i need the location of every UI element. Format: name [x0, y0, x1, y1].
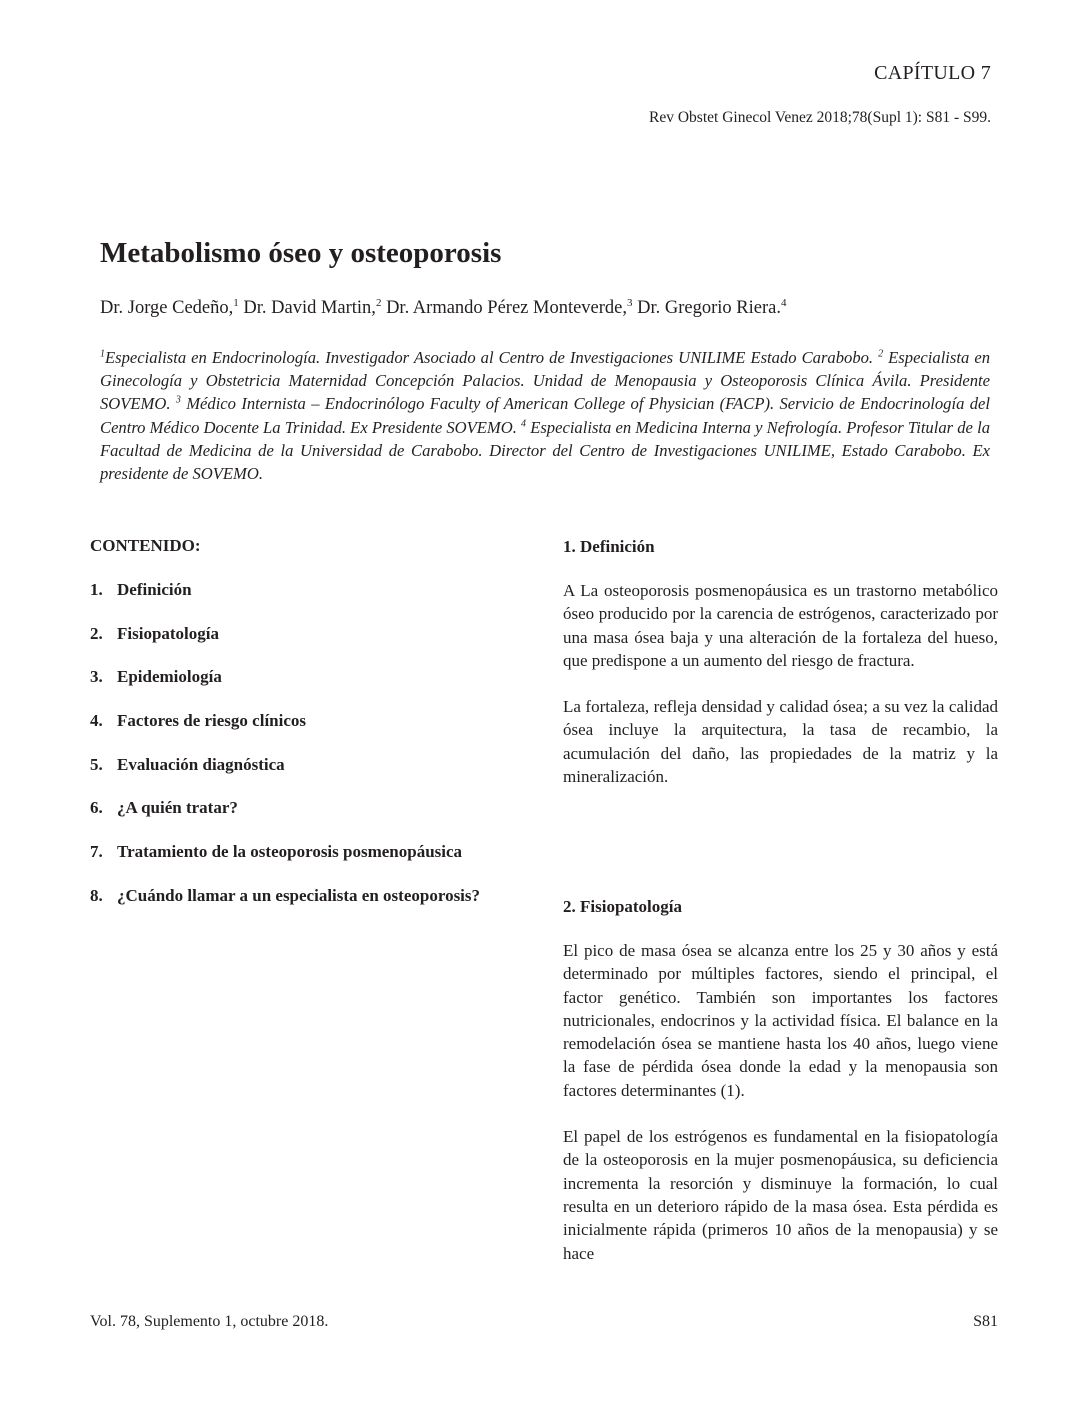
contents-item [90, 755, 550, 799]
contents-item-label: ¿A quién tratar? [117, 798, 238, 818]
contents-item-label: Tratamiento de la osteoporosis posmenopáusica [117, 842, 463, 862]
contents-item [90, 667, 550, 711]
contents-item [90, 798, 550, 842]
author-affiliation-mark: 2 [375, 296, 382, 309]
chapter-label: CAPÍTULO 7 [874, 62, 991, 84]
affiliations [100, 346, 990, 485]
author-name: Dr. Jorge Cedeño, [100, 298, 234, 318]
author-affiliation-mark: 4 [781, 296, 787, 309]
contents-item-label: Epidemiología [117, 667, 222, 687]
section-heading: 2. Fisiopatología [563, 897, 683, 916]
contents-list [90, 580, 550, 930]
contents-item-number: 4. [90, 711, 103, 731]
journal-citation: Rev Obstet Ginecol Venez 2018;78(Supl 1): S81 - S99. [649, 109, 991, 126]
author-affiliation-mark: 1 [233, 296, 239, 309]
author-list [100, 298, 787, 319]
contents-item-label: ¿Cuándo llamar a un especialista en osteoporosis? [117, 885, 481, 905]
author-name: Dr. Armando Pérez Monteverde, [381, 298, 628, 318]
contents-item [90, 580, 550, 624]
contents-item-number: 2. [90, 623, 103, 643]
contents-item [90, 886, 550, 930]
affiliation-mark: 3 [175, 394, 181, 406]
section-paragraph: A La osteoporosis posmenopáusica es un trastorno metabólico óseo producido por la carencia de estrógenos, caracterizado por una masa ósea baja y una alteración de la fortaleza del hueso, que predispone a un aumento del riesgo de fractura. [563, 581, 998, 670]
section-definicion [563, 537, 998, 788]
contents-heading: CONTENIDO: [90, 536, 201, 555]
author-affiliation-mark: 3 [627, 296, 633, 309]
section-paragraph: La fortaleza, refleja densidad y calidad ósea; a su vez la calidad ósea incluye la arquitectura, la tasa de recambio, la acumulación del daño, las propiedades de la matriz y la mineralización. [563, 697, 998, 787]
contents-item-label: Evaluación diagnóstica [117, 754, 285, 774]
contents-item-number: 1. [90, 580, 103, 599]
article-title: Metabolismo óseo y osteoporosis [100, 237, 502, 269]
contents-item-number: 5. [90, 754, 103, 774]
footer-volume: Vol. 78, Suplemento 1, octubre 2018. [90, 1313, 329, 1330]
contents-item-number: 8. [90, 885, 103, 905]
affiliation-mark: 4 [521, 418, 527, 430]
section-heading: 1. Definición [563, 537, 655, 556]
affiliation-text: Especialista en Ginecología y Obstetricia Maternidad Concepción Palacios. Unidad de Menopausia y Osteoporosis Clínica Ávila. Presidente SOVEMO. [100, 348, 990, 414]
affiliation-mark: 1 [100, 348, 105, 360]
affiliation-text: Especialista en Endocrinología. Investigador Asociado al Centro de Investigaciones UNILIME Estado Carabobo. [105, 348, 879, 367]
author-name: Dr. David Martin, [238, 298, 376, 318]
contents-item [90, 624, 550, 668]
contents-item-label: Fisiopatología [117, 623, 220, 643]
affiliation-text: Especialista en Medicina Interna y Nefrología. Profesor Titular de la Facultad de Medicina de la Universidad de Carabobo. Director del Centro de Investigaciones UNILIME, Estado Carabobo. Ex presidente de SOVEMO. [100, 417, 990, 484]
affiliation-text: Médico Internista – Endocrinólogo Faculty of American College of Physician (FACP). Servicio de Endocrinología del Centro Médico Docente La Trinidad. Ex Presidente SOVEMO. [100, 394, 990, 437]
contents-item [90, 711, 550, 755]
contents-item-number: 3. [90, 667, 103, 687]
author-name: Dr. Gregorio Riera. [632, 298, 781, 318]
contents-item-number: 6. [90, 798, 103, 818]
contents-item-number: 7. [90, 842, 103, 862]
section-fisiopatologia [563, 897, 998, 1265]
section-paragraph: El pico de masa ósea se alcanza entre los 25 y 30 años y está determinado por múltiples factores, siendo el principal, el factor genético. También son importantes los factores nutricionales, endocrinos y la actividad física. El balance en la remodelación ósea se mantiene hasta los 40 años, luego viene la fase de pérdida ósea donde la edad y la menopausia son factores determinantes (1). [563, 941, 998, 1100]
section-paragraph: El papel de los estrógenos es fundamental en la fisiopatología de la osteoporosis en la mujer posmenopáusica, su deficiencia incrementa la resorción y disminuye la formación, lo cual resulta en un deterioro rápido de la masa ósea. Esta pérdida es inicialmente rápida (primeros 10 años de la menopausia) y se hace [563, 1127, 998, 1263]
contents-item-label: Definición [117, 580, 192, 599]
affiliation-mark: 2 [878, 348, 884, 360]
contents-item-label: Factores de riesgo clínicos [117, 711, 307, 731]
contents-item [90, 842, 550, 886]
page-number: S81 [973, 1313, 998, 1330]
